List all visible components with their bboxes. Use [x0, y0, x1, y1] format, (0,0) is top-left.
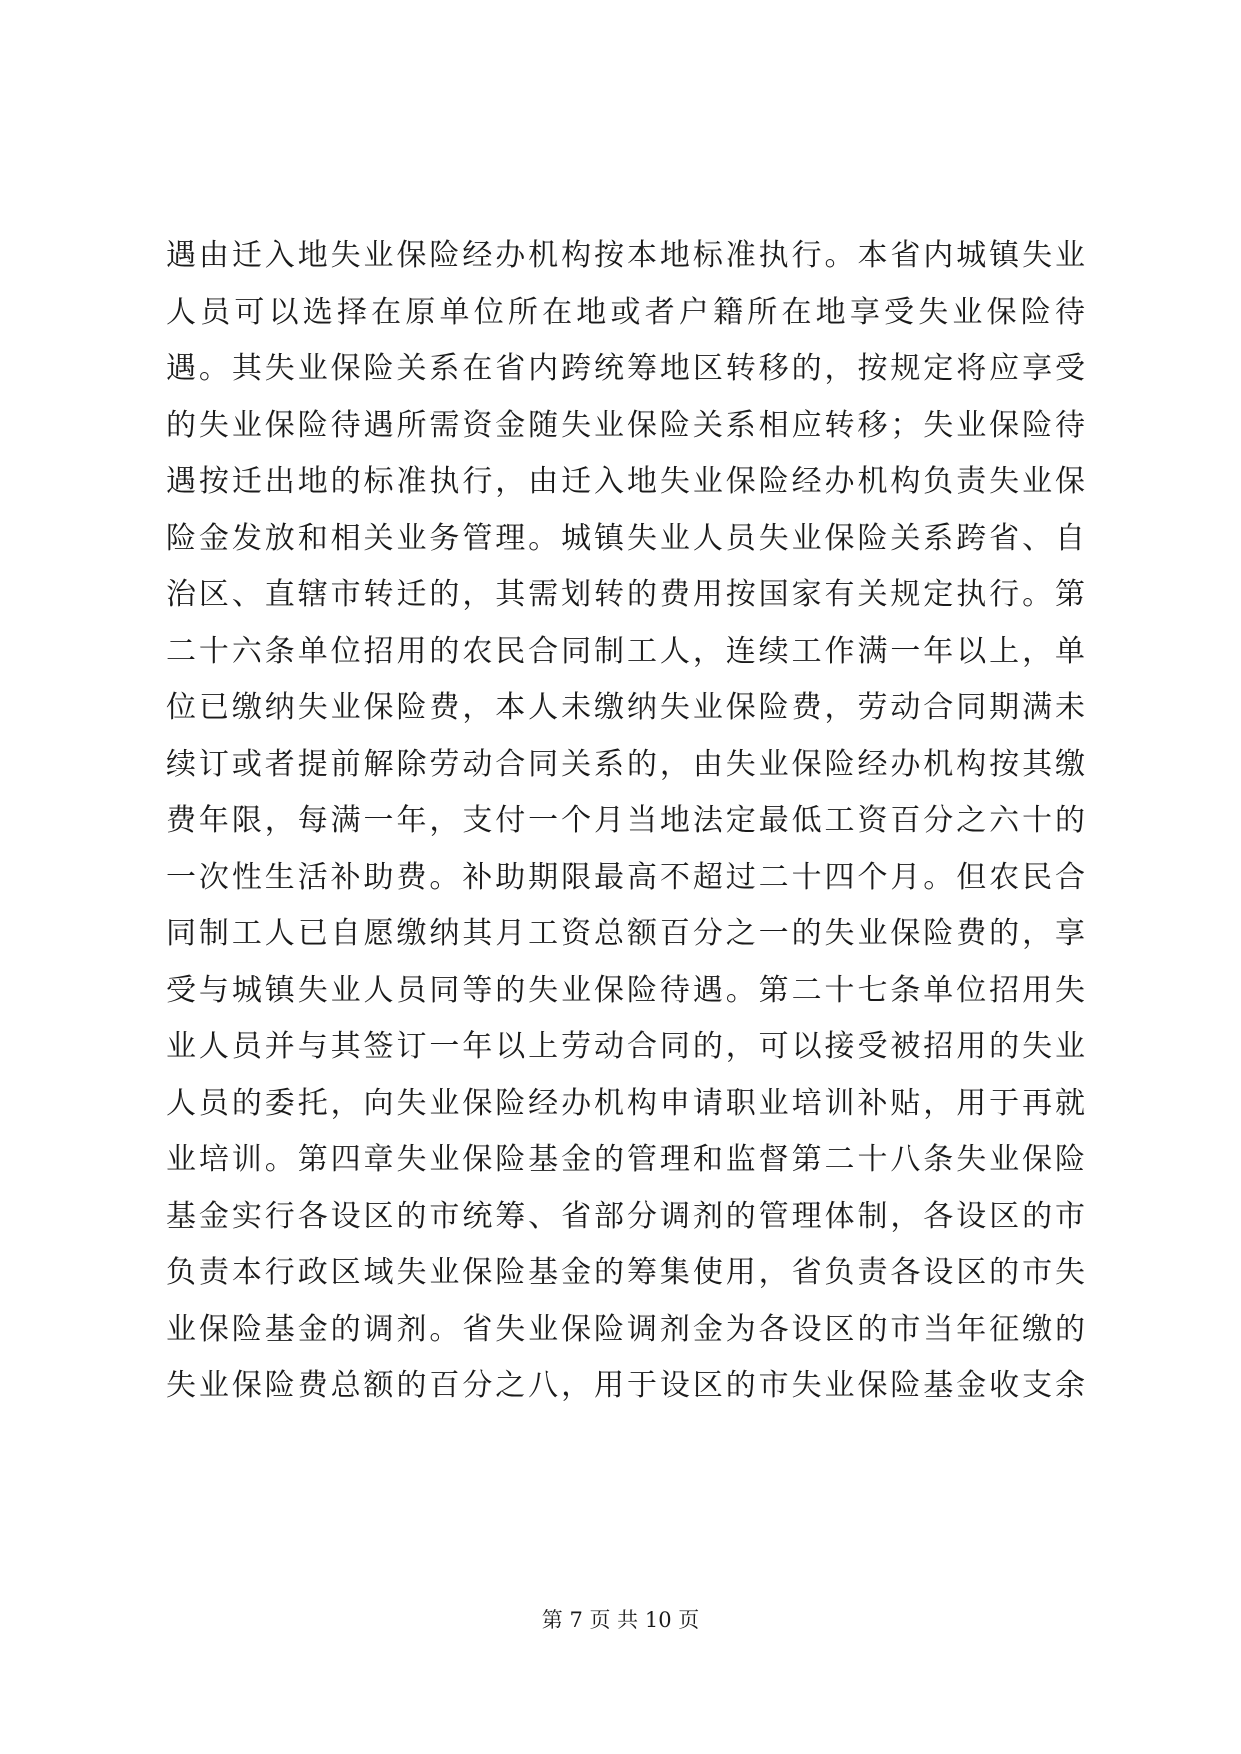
- text-line: 治区、直辖市转迁的，其需划转的费用按国家有关规定执行。第: [166, 577, 1086, 612]
- body-text: [166, 228, 1086, 1415]
- text-line: 人员可以选择在原单位所在地或者户籍所在地享受失业保险待: [166, 294, 1086, 330]
- text-line: 二十六条单位招用的农民合同制工人，连续工作满一年以上，单: [166, 633, 1086, 669]
- text-line: 遇按迁出地的标准执行，由迁入地失业保险经办机构负责失业保: [166, 464, 1086, 499]
- text-line: 遇由迁入地失业保险经办机构按本地标准执行。本省内城镇失业: [166, 238, 1086, 273]
- text-line: 业保险基金的调剂。省失业保险调剂金为各设区的市当年征缴的: [166, 1311, 1086, 1347]
- text-line: 续订或者提前解除劳动合同关系的，由失业保险经办机构按其缴: [166, 746, 1086, 782]
- text-line: 人员的委托，向失业保险经办机构申请职业培训补贴，用于再就: [166, 1085, 1086, 1121]
- text-line: 同制工人已自愿缴纳其月工资总额百分之一的失业保险费的，享: [166, 916, 1086, 951]
- page-number-footer: 第 7 页 共 10 页: [541, 1608, 700, 1632]
- text-line: 位已缴纳失业保险费，本人未缴纳失业保险费，劳动合同期满未: [166, 690, 1086, 725]
- text-line: 的失业保险待遇所需资金随失业保险关系相应转移；失业保险待: [166, 407, 1086, 443]
- text-line: 遇。其失业保险关系在省内跨统筹地区转移的，按规定将应享受: [166, 351, 1086, 386]
- text-line: 失业保险费总额的百分之八，用于设区的市失业保险基金收支余: [166, 1368, 1086, 1403]
- text-line: 业培训。第四章失业保险基金的管理和监督第二十八条失业保险: [166, 1142, 1086, 1177]
- text-line: 险金发放和相关业务管理。城镇失业人员失业保险关系跨省、自: [166, 520, 1086, 556]
- text-line: 基金实行各设区的市统筹、省部分调剂的管理体制，各设区的市: [166, 1198, 1086, 1234]
- text-line: 受与城镇失业人员同等的失业保险待遇。第二十七条单位招用失: [166, 972, 1086, 1008]
- text-line: 业人员并与其签订一年以上劳动合同的，可以接受被招用的失业: [166, 1029, 1086, 1064]
- text-line: 一次性生活补助费。补助期限最高不超过二十四个月。但农民合: [166, 859, 1086, 895]
- text-line: 费年限，每满一年，支付一个月当地法定最低工资百分之六十的: [166, 803, 1086, 838]
- text-line: 负责本行政区域失业保险基金的筹集使用，省负责各设区的市失: [166, 1255, 1086, 1290]
